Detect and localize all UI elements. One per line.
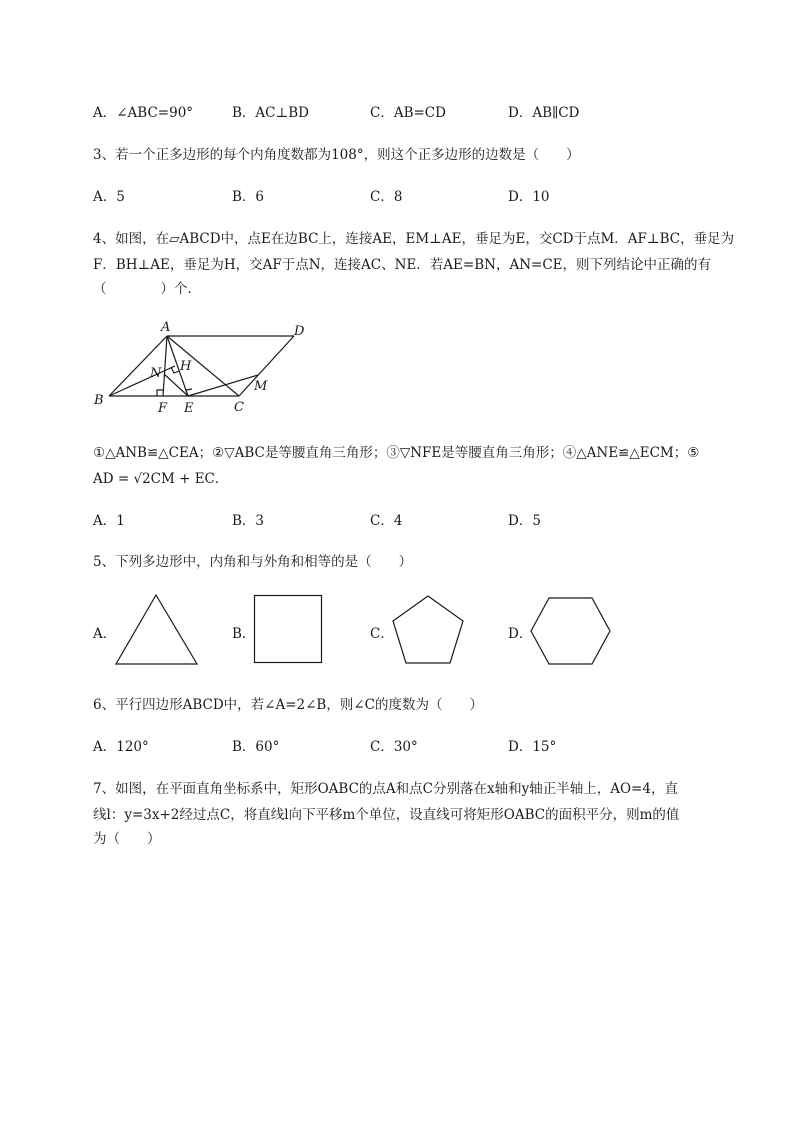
q4-line-2: F．BH⊥AE，垂足为H，交AF于点N，连接AC、NE．若AE=BN，AN=CE，则下列结论中正确的有 [93, 257, 712, 273]
label-a: A [161, 320, 171, 335]
q3-option-d: D．10 [508, 189, 550, 205]
triangle-shape [114, 593, 200, 667]
q2-option-c: C．AB=CD [370, 105, 446, 121]
segment-em [188, 375, 258, 396]
q7-line-1: 7、如图，在平面直角坐标系中，矩形OABC的点A和点C分别落在x轴和y轴正半轴上，AO=4，直 [93, 781, 678, 797]
right-angle-f [157, 390, 163, 396]
q4-option-d: D．5 [508, 513, 541, 529]
q5-option-d: D． [508, 626, 533, 642]
label-c: C [234, 400, 244, 415]
q4-conclusions-line-2: AD = √2CM + EC． [93, 471, 229, 487]
q5-option-a: A． [93, 626, 117, 642]
label-b: B [94, 393, 104, 408]
segment-af [163, 336, 167, 396]
q4-conclusions-line-1: ①△ANB≌△CEA；②▽ABC是等腰直角三角形；③▽NFE是等腰直角三角形；④△ANE≌△ECM；⑤ [93, 445, 700, 461]
q4-option-c: C．4 [370, 513, 403, 529]
label-n: N [150, 366, 162, 381]
q3-text: 3、若一个正多边形的每个内角度数都为108°，则这个正多边形的边数是（ ） [93, 147, 580, 163]
q6-option-c: C．30° [370, 739, 418, 755]
q6-option-b: B．60° [232, 739, 280, 755]
q3-option-c: C．8 [370, 189, 403, 205]
pentagon-shape [390, 594, 466, 666]
label-m: M [254, 379, 268, 394]
q5-option-c: C． [370, 626, 394, 642]
q3-option-a: A．5 [93, 189, 125, 205]
square-shape [253, 594, 324, 665]
q3-option-b: B．6 [232, 189, 265, 205]
label-f: F [158, 401, 168, 416]
label-e: E [184, 401, 194, 416]
segment-bh [109, 366, 175, 396]
q6-option-d: D．15° [508, 739, 557, 755]
q4-line-3: （ ）个． [93, 281, 201, 297]
q4-option-a: A．1 [93, 513, 125, 529]
q5-option-b: B． [232, 626, 256, 642]
q4-parallelogram-figure [88, 315, 320, 417]
label-h: H [180, 359, 192, 374]
q2-option-d: D．AB∥CD [508, 105, 580, 121]
label-d: D [294, 324, 305, 339]
q5-text: 5、下列多边形中，内角和与外角和相等的是（ ） [93, 554, 413, 570]
q4-line-1: 4、如图，在▱ABCD中，点E在边BC上，连接AE，EM⊥AE，垂足为E，交CD于点M．AF⊥BC，垂足为 [93, 231, 735, 247]
q2-option-b: B．AC⊥BD [232, 105, 309, 121]
q6-text: 6、平行四边形ABCD中，若∠A=2∠B，则∠C的度数为（ ） [93, 697, 483, 713]
q4-option-b: B．3 [232, 513, 265, 529]
hexagon-shape [529, 596, 612, 666]
q7-line-2: 线l：y=3x+2经过点C，将直线l向下平移m个单位，设直线可将矩形OABC的面积平分，则m的值 [93, 807, 680, 823]
q2-option-a: A．∠ABC=90° [93, 105, 194, 121]
q7-line-3: 为（ ） [93, 831, 161, 847]
q6-option-a: A．120° [93, 739, 149, 755]
